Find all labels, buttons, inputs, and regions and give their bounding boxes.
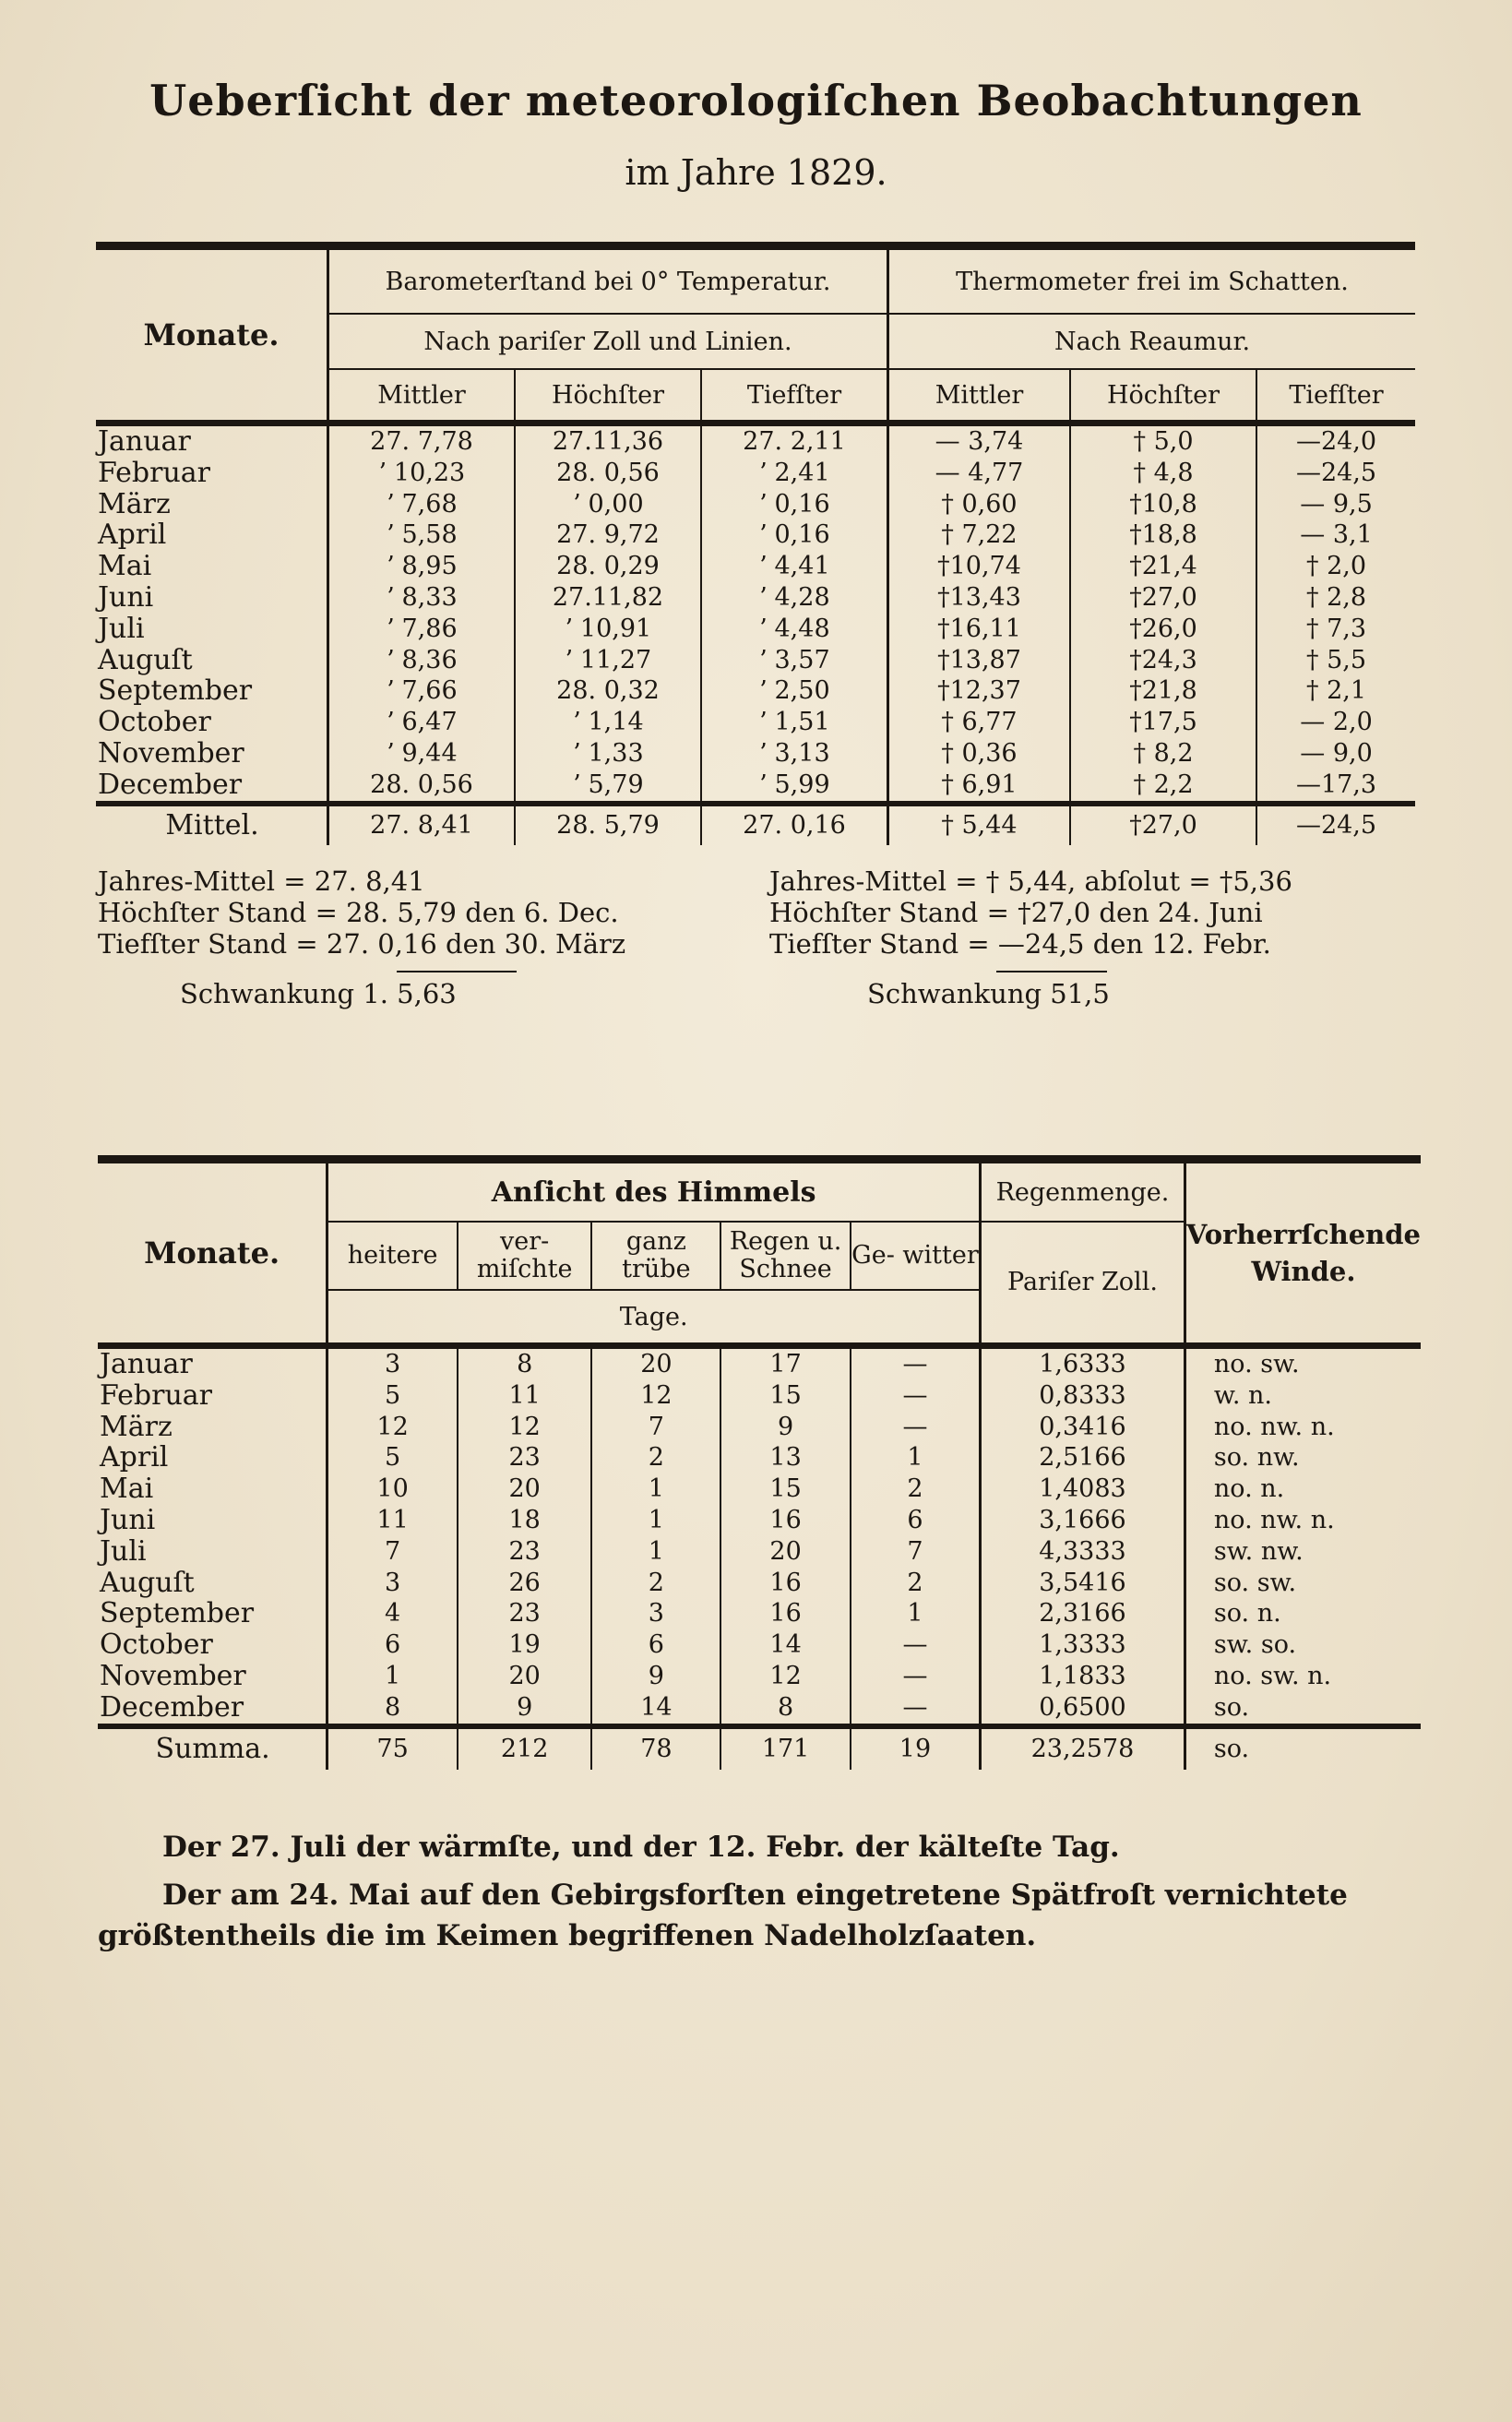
wind-value: so. n. <box>1185 1598 1421 1629</box>
summa-label: Summa. <box>98 1726 327 1770</box>
thermo-hoechster: † 5,0 <box>1070 424 1256 458</box>
baro-hoechster: 27.11,36 <box>515 424 701 458</box>
month-name: Januar <box>98 425 191 458</box>
month-name: Juli <box>98 612 145 645</box>
thermo-tiefster-header: Tiefſter <box>1256 369 1415 424</box>
thermo-group-header: Thermometer frei im Schatten. <box>888 246 1416 315</box>
thermometer-summary <box>769 865 1292 960</box>
barometer-thermometer-table <box>96 242 1415 845</box>
thermo-tiefster: † 2,0 <box>1256 551 1415 582</box>
vermischte-value: 23 <box>458 1536 592 1568</box>
wind-value: sw. nw. <box>1185 1536 1421 1568</box>
heitere-value: 7 <box>327 1536 458 1568</box>
rain-value: 1,6333 <box>981 1346 1185 1380</box>
truebe-value: 1 <box>591 1505 720 1536</box>
baro-mittler: 27. 7,78 <box>328 424 516 458</box>
heitere-value: 4 <box>327 1598 458 1629</box>
table-row <box>98 1346 1421 1380</box>
thermo-tiefster-stand: Tiefſter Stand = —24,5 den 12. Febr. <box>769 928 1271 960</box>
gewitter-value: 7 <box>851 1536 981 1568</box>
table-row <box>96 645 1415 676</box>
truebe-value: 1 <box>591 1473 720 1505</box>
truebe-value: 3 <box>591 1598 720 1629</box>
mittel-label: Mittel. <box>96 804 328 845</box>
table-row <box>96 424 1415 458</box>
vermischte-value: 26 <box>458 1568 592 1599</box>
thermo-jahres-mittel: Jahres‐Mittel = † 5,44, abſolut = †5,36 <box>769 865 1292 897</box>
month-name: Februar <box>100 1378 213 1412</box>
thermo-hoechster: † 4,8 <box>1070 458 1256 489</box>
thermo-mittler: †16,11 <box>888 614 1071 645</box>
table-row <box>96 707 1415 738</box>
table-row <box>96 582 1415 614</box>
thermo-hoechster-stand: Höchſter Stand = †27,0 den 24. Juni <box>769 897 1263 928</box>
truebe-value: 12 <box>591 1380 720 1412</box>
table-row <box>96 458 1415 489</box>
mittel-baro-hoechster: 28. 5,79 <box>515 804 701 845</box>
truebe-value: 7 <box>591 1412 720 1443</box>
table-row <box>96 770 1415 804</box>
vermischte-value: 11 <box>458 1380 592 1412</box>
baro-tiefster: ʼ 3,57 <box>701 645 888 676</box>
gewitter-value: 2 <box>851 1568 981 1599</box>
baro-hoechster: 27. 9,72 <box>515 519 701 551</box>
baro-subgroup-header: Nach pariſer Zoll und Linien. <box>328 314 888 369</box>
table-row <box>96 489 1415 520</box>
baro-hoechster: ʼ 1,14 <box>515 707 701 738</box>
vermischte-value: 19 <box>458 1629 592 1661</box>
gewitter-value: — <box>851 1629 981 1661</box>
baro-tiefster: ʼ 4,41 <box>701 551 888 582</box>
month-name: Februar <box>98 456 211 489</box>
thermo-tiefster: — 9,5 <box>1256 489 1415 520</box>
thermo-mittler-header: Mittler <box>888 369 1071 424</box>
truebe-value: 2 <box>591 1568 720 1599</box>
month-name: Auguſt <box>98 643 193 676</box>
thermo-tiefster: † 7,3 <box>1256 614 1415 645</box>
wind-value: no. nw. n. <box>1185 1412 1421 1443</box>
truebe-value: 14 <box>591 1692 720 1726</box>
summa-wind: so. <box>1185 1726 1421 1770</box>
month-name: März <box>100 1410 173 1443</box>
wind-value: no. nw. n. <box>1185 1505 1421 1536</box>
col-month-header-2: Monate. <box>98 1160 327 1346</box>
regen-value: 13 <box>720 1442 851 1473</box>
mittel-thermo-tiefster: —24,5 <box>1256 804 1415 845</box>
summa-vermischte: 212 <box>458 1726 592 1770</box>
table-row <box>98 1629 1421 1661</box>
regen-value: 16 <box>720 1598 851 1629</box>
baro-group-header: Barometerſtand bei 0° Temperatur. <box>328 246 888 315</box>
gewitter-value: 6 <box>851 1505 981 1536</box>
thermo-hoechster: † 2,2 <box>1070 770 1256 804</box>
baro-mittler: ʼ 6,47 <box>328 707 516 738</box>
wind-value: w. n. <box>1185 1380 1421 1412</box>
baro-hoechster: ʼ 1,33 <box>515 738 701 770</box>
regen-value: 14 <box>720 1629 851 1661</box>
thermo-tiefster: † 2,1 <box>1256 675 1415 707</box>
month-name: September <box>100 1597 255 1630</box>
regen-schnee-header: Regen u. Schnee <box>720 1222 851 1290</box>
rain-value: 1,4083 <box>981 1473 1185 1505</box>
vermischte-value: 8 <box>458 1346 592 1380</box>
baro-mittler: ʼ 8,33 <box>328 582 516 614</box>
table-row <box>96 738 1415 770</box>
month-name: März <box>98 487 171 520</box>
thermo-tiefster: —24,0 <box>1256 424 1415 458</box>
gewitter-value: — <box>851 1412 981 1443</box>
thermo-tiefster: — 9,0 <box>1256 738 1415 770</box>
table-row <box>98 1536 1421 1568</box>
table-row <box>98 1473 1421 1505</box>
thermo-tiefster: — 2,0 <box>1256 707 1415 738</box>
baro-tiefster: ʼ 0,16 <box>701 519 888 551</box>
baro-tiefster: 27. 2,11 <box>701 424 888 458</box>
table-row <box>98 1598 1421 1629</box>
baro-tiefster: ʼ 3,13 <box>701 738 888 770</box>
regen-value: 12 <box>720 1661 851 1692</box>
baro-tiefster: ʼ 4,48 <box>701 614 888 645</box>
month-name: Juli <box>100 1534 147 1568</box>
table-row <box>96 519 1415 551</box>
truebe-value: 1 <box>591 1536 720 1568</box>
baro-mittler: ʼ 7,66 <box>328 675 516 707</box>
vermischte-value: 12 <box>458 1412 592 1443</box>
month-name: April <box>98 519 167 552</box>
gewitter-value: 1 <box>851 1598 981 1629</box>
table-row <box>98 1568 1421 1599</box>
table-row <box>98 1412 1421 1443</box>
regen-value: 15 <box>720 1380 851 1412</box>
heitere-value: 12 <box>327 1412 458 1443</box>
mittel-baro-mittler: 27. 8,41 <box>328 804 516 845</box>
thermo-hoechster: †27,0 <box>1070 582 1256 614</box>
sky-group-header: Anſicht des Himmels <box>327 1160 981 1223</box>
vermischte-header: ver‐ miſchte <box>458 1222 592 1290</box>
thermo-tiefster: † 5,5 <box>1256 645 1415 676</box>
month-name: Juni <box>100 1503 156 1536</box>
thermo-hoechster: †26,0 <box>1070 614 1256 645</box>
thermo-mittler: † 6,77 <box>888 707 1071 738</box>
vermischte-value: 20 <box>458 1473 592 1505</box>
baro-mittler: 28. 0,56 <box>328 770 516 804</box>
table-row <box>98 1380 1421 1412</box>
thermo-schwankung: Schwankung 51,5 <box>867 978 1110 1009</box>
heitere-value: 10 <box>327 1473 458 1505</box>
summa-heitere: 75 <box>327 1726 458 1770</box>
heitere-value: 1 <box>327 1661 458 1692</box>
table-row <box>98 1692 1421 1726</box>
gewitter-value: — <box>851 1661 981 1692</box>
notes-block <box>98 1827 1421 1956</box>
baro-hoechster: ʼ 0,00 <box>515 489 701 520</box>
month-name: September <box>98 674 253 708</box>
gewitter-value: — <box>851 1692 981 1726</box>
month-name: December <box>98 768 243 801</box>
baro-tiefster-header: Tiefſter <box>701 369 888 424</box>
thermo-hoechster: †10,8 <box>1070 489 1256 520</box>
rain-value: 3,1666 <box>981 1505 1185 1536</box>
rain-value: 1,1833 <box>981 1661 1185 1692</box>
col-month-header: Monate. <box>96 246 328 424</box>
baro-summary-rule <box>397 971 517 972</box>
baro-tiefster: ʼ 2,50 <box>701 675 888 707</box>
thermo-mittler: — 4,77 <box>888 458 1071 489</box>
baro-jahres-mittel: Jahres‐Mittel = 27. 8,41 <box>98 865 425 897</box>
thermo-tiefster: —17,3 <box>1256 770 1415 804</box>
summa-rain: 23,2578 <box>981 1726 1185 1770</box>
month-name: Mai <box>100 1473 154 1506</box>
thermo-hoechster: †18,8 <box>1070 519 1256 551</box>
truebe-value: 2 <box>591 1442 720 1473</box>
truebe-value: 20 <box>591 1346 720 1380</box>
rain-value: 2,5166 <box>981 1442 1185 1473</box>
thermo-tiefster: † 2,8 <box>1256 582 1415 614</box>
month-name: Juni <box>98 580 154 614</box>
heitere-value: 3 <box>327 1568 458 1599</box>
mittel-thermo-mittler: † 5,44 <box>888 804 1071 845</box>
month-name: Januar <box>100 1348 193 1380</box>
summa-truebe: 78 <box>591 1726 720 1770</box>
thermo-mittler: †12,37 <box>888 675 1071 707</box>
heitere-header: heitere <box>327 1222 458 1290</box>
summa-gewitter: 19 <box>851 1726 981 1770</box>
vermischte-value: 23 <box>458 1598 592 1629</box>
table-row <box>98 1505 1421 1536</box>
gewitter-value: — <box>851 1346 981 1380</box>
month-name: Auguſt <box>100 1566 195 1599</box>
ganz-truebe-header: ganz trübe <box>591 1222 720 1290</box>
regen-value: 16 <box>720 1568 851 1599</box>
baro-mittler: ʼ 9,44 <box>328 738 516 770</box>
baro-tiefster: ʼ 4,28 <box>701 582 888 614</box>
baro-hoechster-header: Höchſter <box>515 369 701 424</box>
baro-hoechster: 27.11,82 <box>515 582 701 614</box>
table-row <box>96 675 1415 707</box>
baro-mittler: ʼ 5,58 <box>328 519 516 551</box>
wind-value: no. sw. <box>1185 1346 1421 1380</box>
rain-group-header: Regenmenge. <box>981 1160 1185 1223</box>
regen-value: 20 <box>720 1536 851 1568</box>
rain-value: 1,3333 <box>981 1629 1185 1661</box>
note-warmest-coldest: Der 27. Juli der wärmſte, und der 12. Febr. der kälteſte Tag. <box>162 1831 1120 1864</box>
wind-value: so. sw. <box>1185 1568 1421 1599</box>
baro-tiefster-stand: Tiefſter Stand = 27. 0,16 den 30. März <box>98 928 626 960</box>
vermischte-value: 9 <box>458 1692 592 1726</box>
wind-value: sw. so. <box>1185 1629 1421 1661</box>
month-name: October <box>98 706 211 739</box>
thermo-mittler: †10,74 <box>888 551 1071 582</box>
heitere-value: 5 <box>327 1442 458 1473</box>
thermo-summary-rule <box>996 971 1107 972</box>
thermo-mittler: †13,87 <box>888 645 1071 676</box>
month-name: November <box>100 1659 246 1692</box>
month-name: December <box>100 1690 244 1724</box>
gewitter-value: 2 <box>851 1473 981 1505</box>
baro-hoechster: 28. 0,29 <box>515 551 701 582</box>
baro-tiefster: ʼ 1,51 <box>701 707 888 738</box>
regen-value: 16 <box>720 1505 851 1536</box>
table-row <box>96 614 1415 645</box>
pariser-zoll-header: Pariſer Zoll. <box>981 1222 1185 1346</box>
regen-value: 15 <box>720 1473 851 1505</box>
month-name: Mai <box>98 550 152 583</box>
wind-value: no. sw. n. <box>1185 1661 1421 1692</box>
gewitter-value: 1 <box>851 1442 981 1473</box>
wind-header: Vorherrſchende Winde. <box>1185 1160 1421 1346</box>
thermo-hoechster: †24,3 <box>1070 645 1256 676</box>
rain-value: 0,6500 <box>981 1692 1185 1726</box>
baro-tiefster: ʼ 5,99 <box>701 770 888 804</box>
regen-value: 8 <box>720 1692 851 1726</box>
table-row <box>98 1661 1421 1692</box>
rain-value: 3,5416 <box>981 1568 1185 1599</box>
baro-mittler: ʼ 7,86 <box>328 614 516 645</box>
thermo-mittler: — 3,74 <box>888 424 1071 458</box>
baro-schwankung: Schwankung 1. 5,63 <box>180 978 457 1009</box>
vermischte-value: 20 <box>458 1661 592 1692</box>
baro-hoechster: ʼ 10,91 <box>515 614 701 645</box>
table-row <box>96 551 1415 582</box>
thermo-hoechster-header: Höchſter <box>1070 369 1256 424</box>
thermo-tiefster: — 3,1 <box>1256 519 1415 551</box>
tage-header: Tage. <box>327 1290 981 1346</box>
thermo-mittler: † 7,22 <box>888 519 1071 551</box>
barometer-summary <box>98 865 625 960</box>
baro-mittler-header: Mittler <box>328 369 516 424</box>
vermischte-value: 18 <box>458 1505 592 1536</box>
month-name: October <box>100 1629 213 1662</box>
document-subtitle: im Jahre 1829. <box>625 152 887 193</box>
regen-value: 17 <box>720 1346 851 1380</box>
baro-tiefster: ʼ 2,41 <box>701 458 888 489</box>
table-row <box>98 1442 1421 1473</box>
gewitter-value: — <box>851 1380 981 1412</box>
rain-value: 0,3416 <box>981 1412 1185 1443</box>
summa-regen: 171 <box>720 1726 851 1770</box>
month-name: April <box>100 1441 169 1474</box>
wind-value: so. <box>1185 1692 1421 1726</box>
thermo-mittler: † 6,91 <box>888 770 1071 804</box>
baro-mittler: ʼ 8,36 <box>328 645 516 676</box>
rain-value: 2,3166 <box>981 1598 1185 1629</box>
truebe-value: 9 <box>591 1661 720 1692</box>
mittel-thermo-hoechster: †27,0 <box>1070 804 1256 845</box>
baro-mittler: ʼ 10,23 <box>328 458 516 489</box>
sky-rain-wind-table <box>98 1155 1421 1770</box>
vermischte-value: 23 <box>458 1442 592 1473</box>
note-late-frost: Der am 24. Mai auf den Gebirgsforſten eingetretene Spätfroſt vernichtete größtentheils die im Keimen begriffenen Nadelholzſaaten. <box>98 1879 1348 1952</box>
baro-tiefster: ʼ 0,16 <box>701 489 888 520</box>
thermo-mittler: † 0,60 <box>888 489 1071 520</box>
thermo-hoechster: †21,8 <box>1070 675 1256 707</box>
month-name: November <box>98 736 244 770</box>
regen-value: 9 <box>720 1412 851 1443</box>
thermo-hoechster: † 8,2 <box>1070 738 1256 770</box>
summa-row <box>98 1726 1421 1770</box>
heitere-value: 6 <box>327 1629 458 1661</box>
heitere-value: 11 <box>327 1505 458 1536</box>
document-title: Ueberſicht der meteorologiſchen Beobachtungen <box>149 76 1363 125</box>
thermo-tiefster: —24,5 <box>1256 458 1415 489</box>
baro-hoechster: 28. 0,32 <box>515 675 701 707</box>
mittel-baro-tiefster: 27. 0,16 <box>701 804 888 845</box>
gewitter-header: Ge‐ witter <box>851 1222 981 1290</box>
thermo-mittler: †13,43 <box>888 582 1071 614</box>
thermo-subgroup-header: Nach Reaumur. <box>888 314 1416 369</box>
baro-hoechster-stand: Höchſter Stand = 28. 5,79 den 6. Dec. <box>98 897 619 928</box>
baro-hoechster: ʼ 5,79 <box>515 770 701 804</box>
baro-hoechster: ʼ 11,27 <box>515 645 701 676</box>
rain-value: 4,3333 <box>981 1536 1185 1568</box>
wind-value: no. n. <box>1185 1473 1421 1505</box>
heitere-value: 5 <box>327 1380 458 1412</box>
rain-value: 0,8333 <box>981 1380 1185 1412</box>
baro-mittler: ʼ 8,95 <box>328 551 516 582</box>
thermo-hoechster: †17,5 <box>1070 707 1256 738</box>
truebe-value: 6 <box>591 1629 720 1661</box>
baro-hoechster: 28. 0,56 <box>515 458 701 489</box>
thermo-hoechster: †21,4 <box>1070 551 1256 582</box>
wind-value: so. nw. <box>1185 1442 1421 1473</box>
thermo-mittler: † 0,36 <box>888 738 1071 770</box>
mittel-row <box>96 804 1415 845</box>
heitere-value: 8 <box>327 1692 458 1726</box>
heitere-value: 3 <box>327 1346 458 1380</box>
baro-mittler: ʼ 7,68 <box>328 489 516 520</box>
